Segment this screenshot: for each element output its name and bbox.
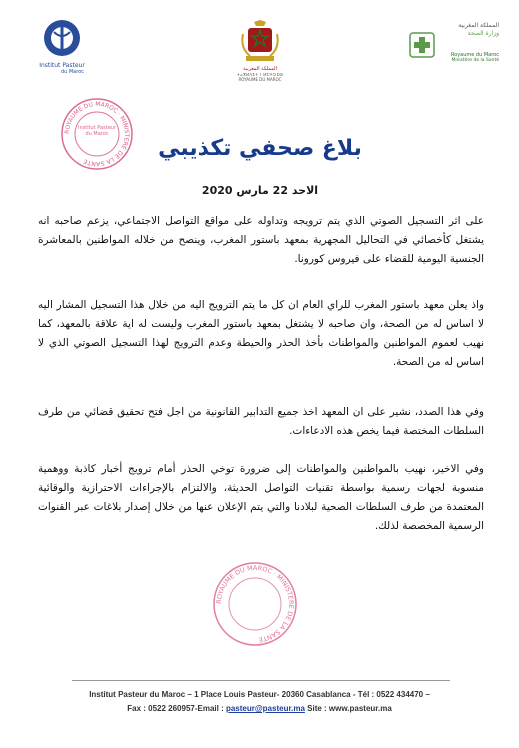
svg-text:ROYAUME DU MAROC · MINISTERE D bbox=[215, 564, 295, 644]
document-title: بلاغ صحفي تكذيبي bbox=[158, 136, 362, 161]
crest-arabic-label: المملكة المغربية bbox=[243, 66, 277, 72]
stamp-bottom-ring-text: ROYAUME DU MAROC · MINISTERE DE LA SANTE bbox=[214, 563, 296, 644]
institut-pasteur-logo bbox=[22, 18, 102, 75]
footer-contact bbox=[0, 704, 519, 713]
ministry-emblem-icon bbox=[409, 32, 435, 58]
footer-address: Institut Pasteur du Maroc – 1 Place Louis Pasteur- 20360 Casablanca - Tél : 0522 434470 – bbox=[89, 690, 430, 699]
pasteur-emblem-icon bbox=[42, 18, 82, 58]
crest-french-label: ROYAUME DU MAROC bbox=[238, 77, 282, 82]
stamp-top-ring-text: ROYAUME DU MAROC · MINISTERE DE LA SANTE bbox=[63, 100, 131, 168]
royal-crest-logo bbox=[222, 20, 298, 82]
stamp-top-center-text: Institut Pasteur du Maroc bbox=[78, 125, 116, 137]
footer-fax-label: Fax : 0522 260957-Email : bbox=[127, 704, 226, 713]
footer-email-link[interactable]: pasteur@pasteur.ma bbox=[225, 704, 305, 713]
ministry-arabic-line2: وزارة الصحة bbox=[467, 29, 499, 37]
body-paragraph-2: واذ يعلن معهد باستور المغرب للراي العام ان كل ما يتم الترويج اليه من خلال هذا التسجيل المشار اليه لا اساس له من الصحة، وان صاحبه لا يشتغل بمعهد باستور المغرب وليست له اية علاقة بالمعهد، كما نهيب لعموم المواطنين والمواطنات بأخذ الحذر والحيطة وعدم الترويج لهذا التسجيل الصوتي الذي لا اساس له من الصحة. bbox=[38, 299, 484, 368]
royal-crest-icon bbox=[240, 20, 280, 64]
crest-tifinagh-label: ⵜⴰⴳⵍⴷⵉⵜ ⵏ ⵍⵎⵖⵔⵉⴱ bbox=[236, 72, 284, 77]
ministry-french-line2: Ministère de la Santé bbox=[451, 57, 499, 63]
official-stamp-bottom bbox=[211, 560, 299, 648]
ministry-arabic-line1: المملكة المغربية bbox=[458, 22, 499, 29]
official-stamp-top bbox=[60, 97, 134, 171]
body-paragraph-3: وفي هذا الصدد، نشير على ان المعهد اخذ جميع التدابير القانونية من اجل فتح تحقيق قضائي من طرف السلطات المختصة فيما يخص هذه الادعاءات. bbox=[38, 406, 484, 437]
pasteur-logo-sub: du Maroc bbox=[60, 69, 84, 76]
footer-site-label: Site : www.pasteur.ma bbox=[304, 704, 392, 713]
pasteur-logo-name: Institut Pasteur bbox=[39, 62, 85, 69]
ministry-health-logo bbox=[409, 22, 499, 63]
body-paragraph-4: وفي الاخير، نهيب بالمواطنين والمواطنات إلى ضرورة توخي الحذر أمام ترويج أخبار كاذبة ووهمية منسوبة لجهات رسمية بواسطة تقنيات التواصل الحديثة، والالتزام بالإجراءات الاحترازية والوقائية المعتمدة من طرف السلطات الصحية لبلادنا والتي يتم الإعلان عنها من خلال إصدار بلاغات عبر القنوات الرسمية المخصصة لذلك. bbox=[38, 463, 484, 532]
footer-divider bbox=[72, 680, 450, 681]
body-paragraph-1: على اثر التسجيل الصوتي الذي يتم ترويجه وتداوله على مواقع التواصل الاجتماعي، يزعم صاحبه انه يشتغل كأخصائي في التحاليل المجهرية بمعهد باستور المغرب، وينصح من خلاله المواطنين بالمعاشرة الجنسية اليومية للقضاء على فيروس كورونا. bbox=[38, 215, 484, 265]
ministry-french-line1: Royaume du Maroc bbox=[450, 51, 499, 58]
document-date: الاحد 22 مارس 2020 bbox=[201, 184, 319, 197]
